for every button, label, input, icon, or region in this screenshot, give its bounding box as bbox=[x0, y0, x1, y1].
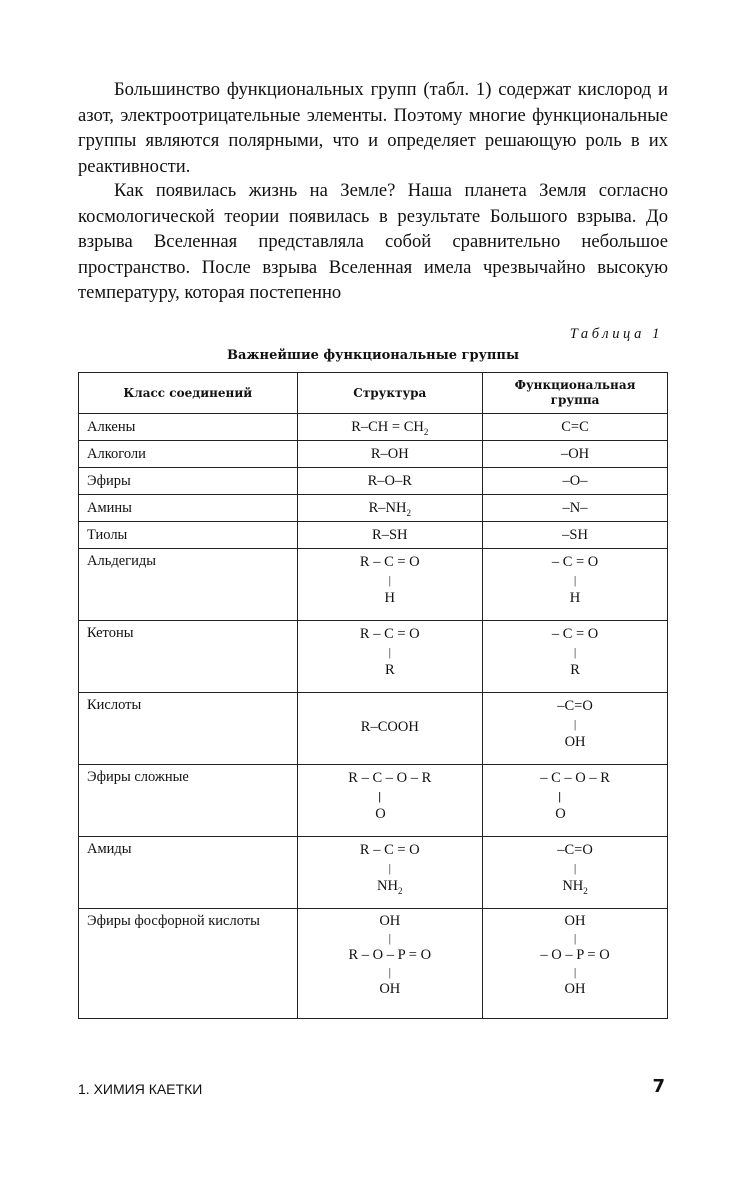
row-group: C=C bbox=[483, 414, 668, 441]
row-structure bbox=[297, 693, 483, 765]
group-line: – C – O – R bbox=[540, 770, 610, 786]
structure-line: OH bbox=[379, 913, 401, 929]
table-row bbox=[79, 495, 668, 522]
row-group bbox=[483, 621, 668, 693]
group-line: OH bbox=[564, 981, 586, 997]
row-name: Эфиры сложные bbox=[79, 765, 298, 837]
functional-groups-table bbox=[78, 372, 668, 1019]
structure-line: R – C = O bbox=[359, 626, 420, 642]
group-subscript: 2 bbox=[583, 885, 588, 896]
row-name: Эфиры bbox=[79, 468, 298, 495]
table-row bbox=[79, 765, 668, 837]
row-name: Амиды bbox=[79, 837, 298, 909]
row-group: –SH bbox=[483, 522, 668, 549]
structure-line: R – O – P = O bbox=[348, 947, 432, 963]
row-structure bbox=[297, 765, 483, 837]
row-group: –OH bbox=[483, 441, 668, 468]
bond-line: | bbox=[573, 931, 577, 945]
structure-line: OH bbox=[379, 981, 401, 997]
table-row bbox=[79, 441, 668, 468]
structure-subscript: 2 bbox=[406, 507, 411, 518]
row-structure bbox=[297, 621, 483, 693]
group-line: – C = O bbox=[551, 626, 599, 642]
group-line: OH bbox=[564, 734, 586, 750]
structure-line: R – C – O – R bbox=[348, 770, 432, 786]
row-structure bbox=[297, 837, 483, 909]
row-name: Эфиры фосфорной кислоты bbox=[79, 909, 298, 1019]
structure-line: H bbox=[384, 590, 396, 606]
row-group: –O– bbox=[483, 468, 668, 495]
bond-line: | bbox=[388, 931, 391, 945]
row-structure bbox=[297, 549, 483, 621]
structure-line: R – C = O bbox=[359, 842, 420, 858]
header-class: Класс соединений bbox=[79, 373, 298, 414]
row-group bbox=[483, 837, 668, 909]
row-structure: R–SH bbox=[297, 522, 483, 549]
table-row bbox=[79, 549, 668, 621]
row-name: Тиолы bbox=[79, 522, 298, 549]
row-group: –N– bbox=[483, 495, 668, 522]
bond-line: | bbox=[388, 965, 391, 979]
table-row bbox=[79, 909, 668, 1019]
group-line: –C=O bbox=[557, 842, 593, 858]
table-row bbox=[79, 522, 668, 549]
table-title: Важнейшие функциональные группы bbox=[227, 348, 519, 363]
bond-line: | bbox=[573, 861, 577, 875]
paragraph-2: Как появилась жизнь на Земле? Наша планета Земля согласно космологической теории появилась в результате Большого взрыва. До взрыва Вселенная представляла собой сравнительно небольшое пространство. После взрыва Вселенная имела чрезвычайно высокую температуру, которая постепенно bbox=[78, 180, 668, 303]
bond-line: | bbox=[573, 645, 577, 659]
row-structure bbox=[297, 495, 483, 522]
page-number: 7 bbox=[652, 1076, 665, 1097]
row-structure: R–OH bbox=[297, 441, 483, 468]
group-text: NH bbox=[562, 878, 584, 894]
row-name: Амины bbox=[79, 495, 298, 522]
group-line: O bbox=[555, 806, 566, 822]
table-row bbox=[79, 414, 668, 441]
group-line: R bbox=[570, 662, 580, 678]
bond-line: | bbox=[388, 645, 391, 659]
bond-line: | bbox=[573, 965, 577, 979]
row-group bbox=[483, 909, 668, 1019]
running-footer-section: 1. ХИМИЯ КАЕТКИ bbox=[78, 1081, 203, 1097]
structure-text: NH bbox=[377, 878, 398, 894]
structure-line bbox=[360, 877, 420, 896]
table-row bbox=[79, 693, 668, 765]
row-name: Кетоны bbox=[79, 621, 298, 693]
header-structure: Структура bbox=[297, 373, 483, 414]
group-line bbox=[557, 877, 593, 896]
bond-line: | bbox=[388, 861, 391, 875]
structure-line: R bbox=[384, 662, 395, 678]
row-name: Кислоты bbox=[79, 693, 298, 765]
structure-text: R–COOH bbox=[360, 719, 419, 735]
double-bond-line: || bbox=[558, 789, 559, 803]
row-group bbox=[483, 693, 668, 765]
group-line: – C = O bbox=[551, 554, 599, 570]
row-structure: R–O–R bbox=[297, 468, 483, 495]
table-caption: Таблица 1 bbox=[569, 326, 663, 342]
table-header-row bbox=[79, 373, 668, 414]
bond-line: | bbox=[573, 573, 577, 587]
table-row bbox=[79, 621, 668, 693]
row-group bbox=[483, 765, 668, 837]
row-name: Альдегиды bbox=[79, 549, 298, 621]
paragraph-1: Большинство функциональных групп (табл. 1) содержат кислород и азот, электроотрицательные элементы. Поэтому многие функциональные группы являются полярными, что и определяет решающую роль в их реактивности. bbox=[78, 79, 668, 177]
group-line: – O – P = O bbox=[540, 947, 610, 963]
structure-subscript: 2 bbox=[423, 426, 429, 437]
bond-line: | bbox=[388, 573, 391, 587]
structure-line: R – C = O bbox=[359, 554, 420, 570]
structure-subscript: 2 bbox=[398, 885, 403, 896]
group-line: OH bbox=[564, 913, 586, 929]
group-line: H bbox=[569, 590, 581, 606]
double-bond-line: || bbox=[378, 789, 380, 803]
header-group: Функциональная группа bbox=[483, 373, 668, 414]
row-structure bbox=[297, 414, 483, 441]
structure-text: R–NH bbox=[368, 499, 407, 516]
table-row bbox=[79, 468, 668, 495]
group-line: –C=O bbox=[557, 698, 593, 714]
table-row bbox=[79, 837, 668, 909]
row-structure bbox=[297, 909, 483, 1019]
row-group bbox=[483, 549, 668, 621]
structure-text: R–CH = CH bbox=[351, 418, 424, 435]
structure-line: O bbox=[375, 806, 386, 822]
bond-line: | bbox=[573, 717, 577, 731]
row-name: Алкоголи bbox=[79, 441, 298, 468]
row-name: Алкены bbox=[79, 414, 298, 441]
